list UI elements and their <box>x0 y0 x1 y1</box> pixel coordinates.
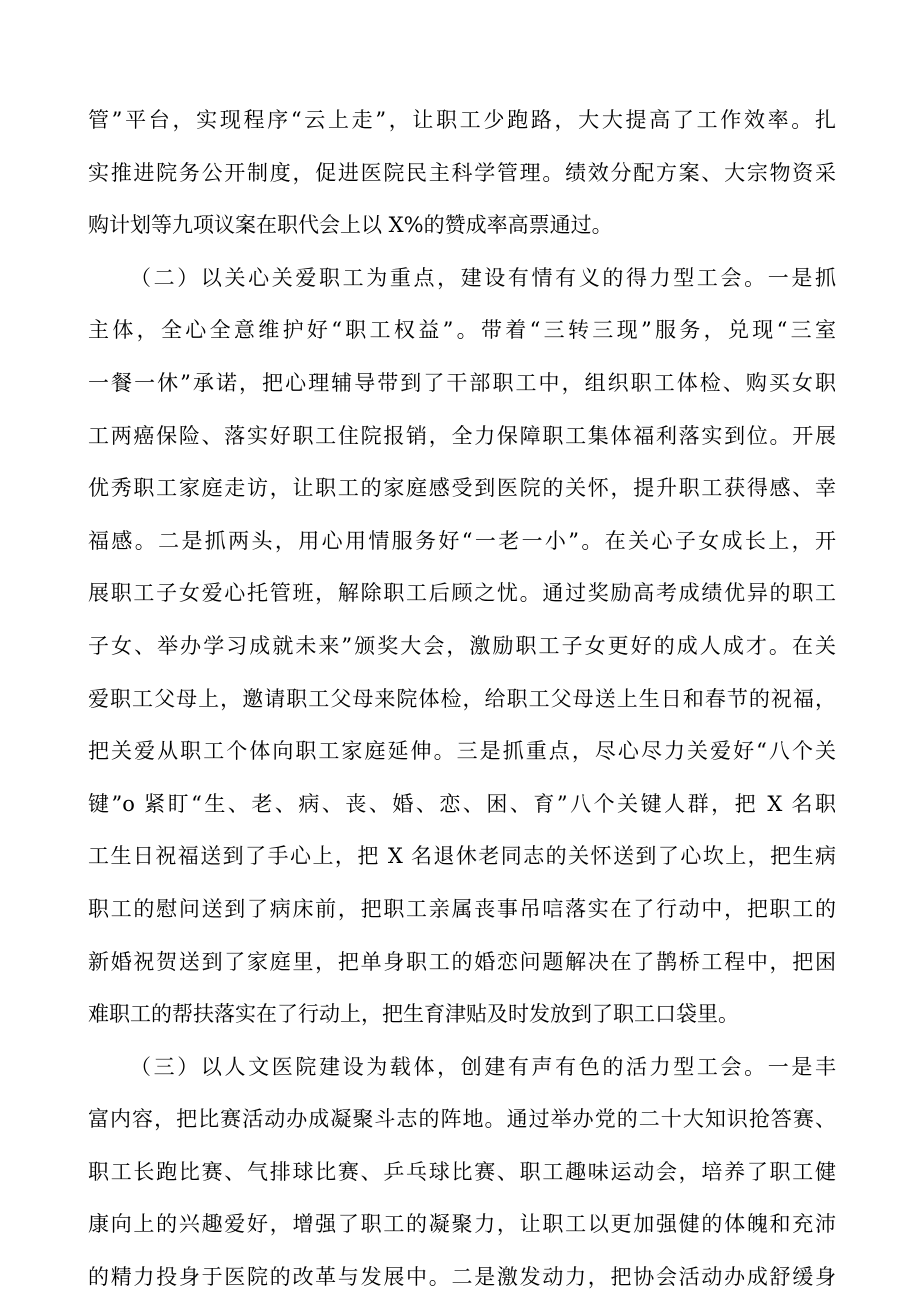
text-line: 子女、举办学习成就未来”颁奖大会，激励职工子女更好的成人成才。在关 <box>88 633 836 658</box>
text-line: 键”o 紧盯“生、老、病、丧、婚、恋、困、育”八个关键人群，把 X 名职 <box>88 791 836 816</box>
text-line: 爱职工父母上，邀请职工父母来院体检，给职工父母送上生日和春节的祝福， <box>88 686 836 711</box>
text-line: 展职工子女爱心托管班，解除职工后顾之忧。通过奖励高考成绩优异的职工 <box>88 581 836 606</box>
text-line: 一餐一休”承诺，把心理辅导带到了干部职工中，组织职工体检、购买女职 <box>88 370 836 395</box>
text-line: 管”平台，实现程序“云上走”，让职工少跑路，大大提高了工作效率。扎 <box>88 108 836 132</box>
text-line: 康向上的兴趣爱好，增强了职工的凝聚力，让职工以更加强健的体魄和充沛 <box>88 1212 836 1237</box>
text-line: 主体，全心全意维护好“职工权益”。带着“三转三现”服务，兑现“三室 <box>88 318 836 343</box>
text-line: 的精力投身于医院的改革与发展中。二是激发动力，把协会活动办成舒缓身 <box>88 1265 836 1290</box>
document-body <box>88 94 836 1304</box>
text-line: 实推进院务公开制度，促进医院民主科学管理。绩效分配方案、大宗物资采 <box>88 160 836 185</box>
text-line: 工生日祝福送到了手心上，把 X 名退休老同志的关怀送到了心坎上，把生病 <box>88 844 836 869</box>
text-line: 新婚祝贺送到了家庭里，把单身职工的婚恋问题解决在了鹊桥工程中，把困 <box>88 949 836 974</box>
text-line: 优秀职工家庭走访，让职工的家庭感受到医院的关怀，提升职工获得感、幸 <box>88 476 836 501</box>
text-line: 职工的慰问送到了病床前，把职工亲属丧事吊唁落实在了行动中，把职工的 <box>88 896 836 921</box>
section-heading-line: （三）以人文医院建设为载体，创建有声有色的活力型工会。一是丰 <box>130 1054 836 1079</box>
text-line: 富内容，把比赛活动办成凝聚斗志的阵地。通过举办党的二十大知识抢答赛、 <box>88 1107 836 1132</box>
text-line: 把关爱从职工个体向职工家庭延伸。三是抓重点，尽心尽力关爱好“八个关 <box>88 739 836 764</box>
text-line: 福感。二是抓两头，用心用情服务好“一老一小”。在关心子女成长上，开 <box>88 528 836 553</box>
section-heading-line: （二）以关心关爱职工为重点，建设有情有义的得力型工会。一是抓 <box>130 265 836 290</box>
text-line: 工两癌保险、落实好职工住院报销，全力保障职工集体福利落实到位。开展 <box>88 423 836 448</box>
text-line: 购计划等九项议案在职代会上以 X%的赞成率高票通过。 <box>88 213 613 238</box>
text-line: 难职工的帮扶落实在了行动上，把生育津贴及时发放到了职工口袋里。 <box>88 1002 739 1027</box>
text-line: 职工长跑比赛、气排球比赛、乒乓球比赛、职工趣味运动会，培养了职工健 <box>88 1159 836 1184</box>
